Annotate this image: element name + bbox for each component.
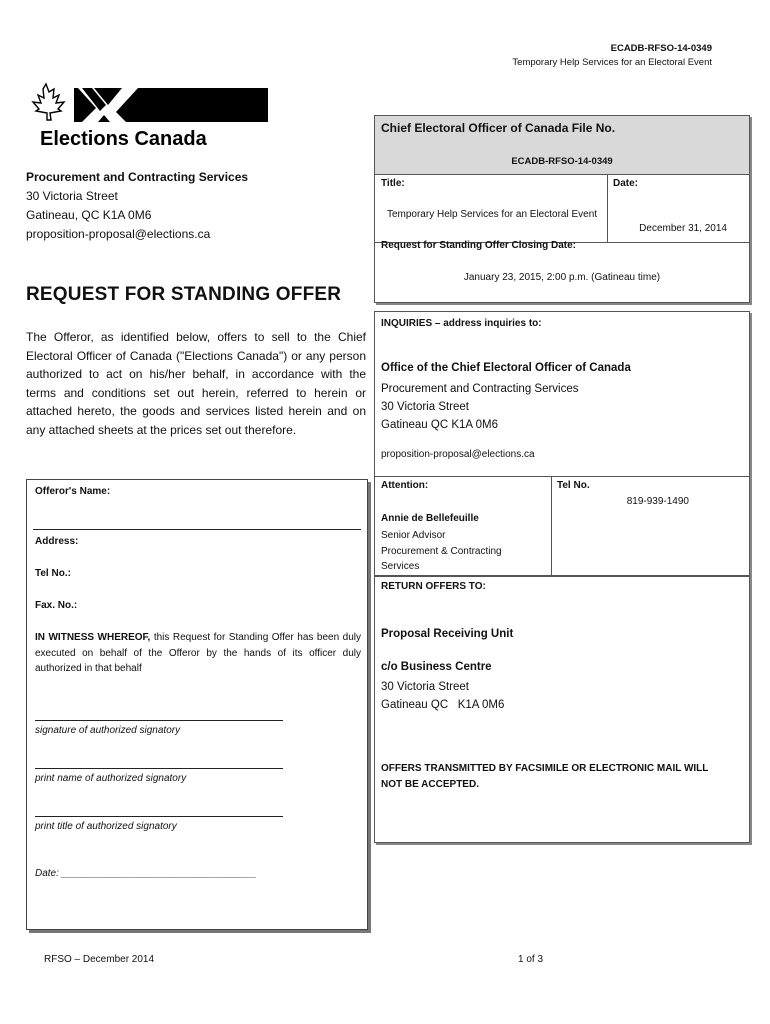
offeror-name-line[interactable] xyxy=(33,529,361,530)
header-subtitle: Temporary Help Services for an Electoral Event xyxy=(512,57,712,68)
inquiries-office: Office of the Chief Electoral Officer of Canada xyxy=(381,362,631,374)
tel-label: Tel No. xyxy=(557,480,590,491)
title-value: Temporary Help Services for an Electoral Event xyxy=(386,209,598,220)
contact-unit: Procurement & Contracting Services xyxy=(381,545,502,572)
date-field[interactable]: Date: ___________________________________ xyxy=(35,868,257,879)
attention-column-divider xyxy=(551,476,552,575)
return-city: Gatineau QC K1A 0M6 xyxy=(381,699,505,711)
tel-value: 819-939-1490 xyxy=(626,496,689,507)
title-label: Title: xyxy=(381,178,405,189)
intro-paragraph: The Offeror, as identified below, offers to sell to the Chief Electoral Officer of Canada ("Elections Canada") or any person authorized to act on his/her behalf, in accordance with the terms and conditions set out herein, referred to herein or attached hereto, the goods and services listed herein and on any attached sheets at the prices set out therefore. xyxy=(26,330,366,437)
inquiries-street: 30 Victoria Street xyxy=(381,401,470,413)
print-name-label: print name of authorized signatory xyxy=(35,773,187,784)
logo-wordmark: Elections Canada xyxy=(40,128,207,150)
file-heading: Chief Electoral Officer of Canada File No. xyxy=(381,121,616,135)
contact-department: Procurement and Contracting Services xyxy=(26,170,249,184)
elections-canada-logo xyxy=(26,78,271,150)
column-divider xyxy=(607,174,608,242)
header-file-no: ECADB-RFSO-14-0349 xyxy=(610,43,712,54)
contact-title: Senior Advisor xyxy=(381,530,446,541)
offeror-address-label: Address: xyxy=(35,536,79,547)
witness-bold: IN WITNESS WHEREOF, xyxy=(35,632,151,643)
signature-label: signature of authorized signatory xyxy=(35,725,181,736)
return-street: 30 Victoria Street xyxy=(381,681,470,693)
date-value: December 31, 2014 xyxy=(639,223,727,234)
footer-left: RFSO – December 2014 xyxy=(44,954,155,965)
offeror-box xyxy=(26,479,368,930)
contact-city: Gatineau, QC K1A 0M6 xyxy=(26,208,152,222)
closing-value: January 23, 2015, 2:00 p.m. (Gatineau time) xyxy=(463,272,661,283)
inquiries-dept: Procurement and Contracting Services xyxy=(381,383,579,395)
contact-block xyxy=(26,168,248,244)
date-label: Date: xyxy=(613,178,639,189)
print-name-line[interactable] xyxy=(35,768,283,769)
offeror-tel-label: Tel No.: xyxy=(35,568,71,579)
witness-text: this Request for Standing Offer has been duly executed on behalf of the Offeror by the hands of its officer duly authorized in that behalf xyxy=(35,632,361,674)
page-header xyxy=(512,42,712,70)
maple-leaf-x-logo-icon xyxy=(26,78,271,150)
print-title-label: print title of authorized signatory xyxy=(35,821,177,832)
return-care-of: c/o Business Centre xyxy=(381,661,492,673)
return-unit: Proposal Receiving Unit xyxy=(381,628,514,640)
file-no-value: ECADB-RFSO-14-0349 xyxy=(511,156,613,167)
return-offers-box xyxy=(374,576,750,843)
witness-statement xyxy=(35,630,361,677)
contact-name: Annie de Bellefeuille xyxy=(381,513,479,524)
file-heading-panel xyxy=(375,116,749,175)
return-heading: RETURN OFFERS TO: xyxy=(381,581,486,592)
page-number: 1 of 3 xyxy=(518,954,544,965)
inquiries-email[interactable]: proposition-proposal@elections.ca xyxy=(381,449,535,460)
contact-street: 30 Victoria Street xyxy=(26,189,118,203)
inquiries-heading: INQUIRIES – address inquiries to: xyxy=(381,318,542,329)
attention-divider xyxy=(375,476,749,477)
inquiries-city: Gatineau QC K1A 0M6 xyxy=(381,419,498,431)
print-title-line[interactable] xyxy=(35,816,283,817)
document-title: REQUEST FOR STANDING OFFER xyxy=(26,284,342,305)
signature-line[interactable] xyxy=(35,720,283,721)
attention-label: Attention: xyxy=(381,480,429,491)
file-number-box xyxy=(374,115,750,303)
contact-email[interactable]: proposition-proposal@elections.ca xyxy=(26,227,211,241)
closing-label: Request for Standing Offer Closing Date: xyxy=(381,240,577,251)
offeror-name-label: Offeror's Name: xyxy=(35,486,111,497)
inquiries-address xyxy=(381,380,579,434)
offeror-fax-label: Fax. No.: xyxy=(35,600,78,611)
contact-details xyxy=(381,528,541,575)
return-address xyxy=(381,678,504,714)
return-notice: OFFERS TRANSMITTED BY FACSIMILE OR ELECTRONIC MAIL WILL NOT BE ACCEPTED. xyxy=(381,763,709,790)
inquiries-box xyxy=(374,311,750,576)
